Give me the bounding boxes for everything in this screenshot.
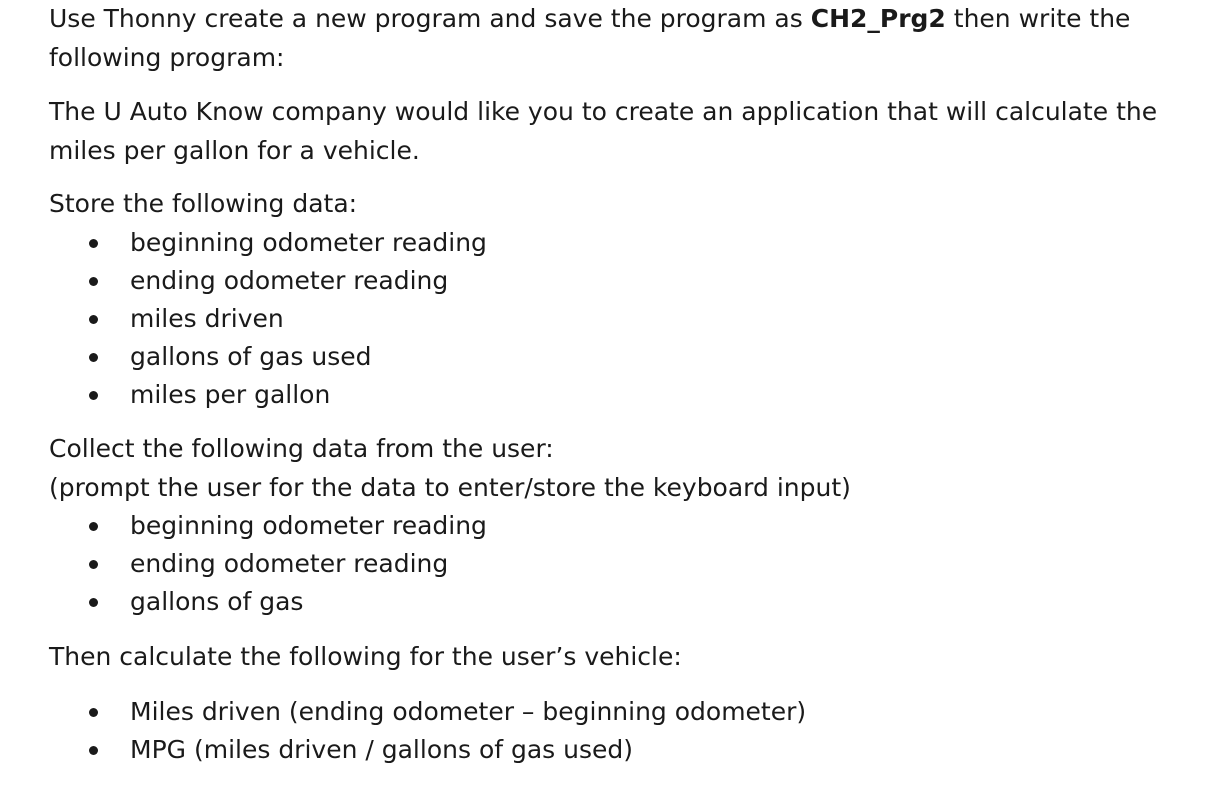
collect-subheading: (prompt the user for the data to enter/store the keyboard input) (49, 473, 851, 502)
bullet-icon (89, 598, 98, 607)
list-item: beginning odometer reading (130, 511, 487, 540)
bullet-icon (89, 315, 98, 324)
list-item: ending odometer reading (130, 266, 449, 295)
bullet-icon (89, 708, 98, 717)
intro-text-part1: Use Thonny create a new program and save the program as (49, 4, 811, 33)
description-line-2: miles per gallon for a vehicle. (49, 136, 420, 165)
bullet-icon (89, 239, 98, 248)
store-heading: Store the following data: (49, 189, 358, 218)
calculate-heading: Then calculate the following for the user’s vehicle: (49, 642, 682, 671)
intro-line-1 (49, 6, 1130, 31)
collect-heading: Collect the following data from the user: (49, 434, 554, 463)
list-item: beginning odometer reading (130, 228, 487, 257)
intro-line-2: following program: (49, 43, 285, 72)
bullet-icon (89, 560, 98, 569)
bullet-icon (89, 353, 98, 362)
description-line-1: The U Auto Know company would like you to create an application that will calculate the (49, 97, 1158, 126)
bullet-icon (89, 391, 98, 400)
bullet-icon (89, 277, 98, 286)
list-item: ending odometer reading (130, 549, 449, 578)
bullet-icon (89, 522, 98, 531)
bullet-icon (89, 746, 98, 755)
list-item: miles per gallon (130, 380, 331, 409)
list-item: Miles driven (ending odometer – beginning odometer) (130, 697, 807, 726)
intro-text-part2: then write the (945, 4, 1131, 33)
program-name: CH2_Prg2 (810, 4, 946, 33)
list-item: miles driven (130, 304, 284, 333)
list-item: MPG (miles driven / gallons of gas used) (130, 735, 634, 764)
list-item: gallons of gas (130, 587, 304, 616)
list-item: gallons of gas used (130, 342, 372, 371)
